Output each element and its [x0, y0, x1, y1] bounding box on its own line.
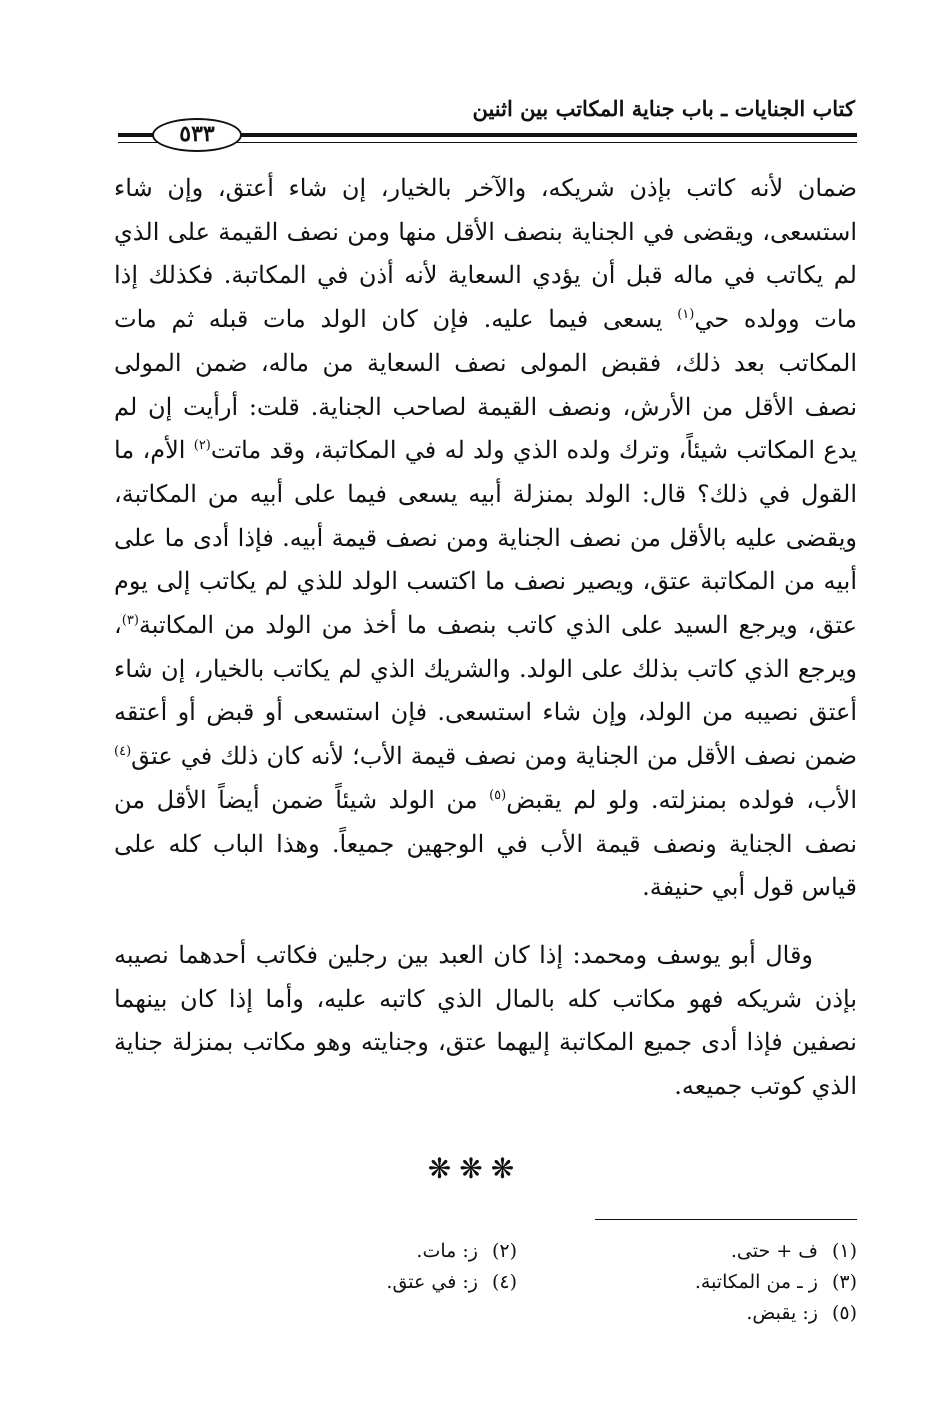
footnote-text: ز: مات.	[416, 1240, 478, 1262]
footnote-ref-1[interactable]: (١)	[677, 307, 695, 323]
footnote-separator	[595, 1219, 857, 1220]
text-run: ، ويرجع الذي كاتب بذلك على الولد. والشريك الذي لم يكاتب بالخيار، إن شاء أعتق نصيبه من الولد، وإن شاء استسعى. فإن استسعى أو قبض أو أعتقه ضمن نصف الأقل من الجناية ومن نصف قيمة الأب؛ لأنه كان ذلك في عتق	[114, 611, 857, 771]
footnote-number: (٣)	[831, 1271, 857, 1293]
footnote-4	[217, 1267, 517, 1298]
text-run: الأب، فولده بمنزلته. ولو لم يقبض	[506, 785, 857, 814]
text-run: الأم، ما القول في ذلك؟ قال: الولد بمنزلة أبيه يسعى فيما على أبيه من المكاتبة، ويقضى عليه بالأقل من نصف الجناية ومن نصف قيمة أبيه. فإذا أدى ما على أبيه من المكاتبة عتق، ويصير نصف ما اكتسب الولد للذي لم يكاتب إلى يوم عتق، ويرجع السيد على الذي كاتب بنصف ما أخذ من الولد من المكاتبة	[114, 436, 857, 640]
footnote-number: (٢)	[491, 1240, 517, 1262]
footnote-ref-3[interactable]: (٣)	[121, 613, 139, 629]
footnote-ref-2[interactable]: (٢)	[193, 438, 211, 454]
text-run: يسعى فيما عليه. فإن كان الولد مات قبله ثم مات المكاتب بعد ذلك، فقبض المولى نصف السعاية من ماله، ضمن المولى نصف الأقل من الأرش، ونصف القيمة لصاحب الجناية. قلت: أرأيت إن لم يدع المكاتب شيئاً، وترك ولده الذي ولد له في المكاتبة، وقد ماتت	[114, 305, 858, 465]
footnote-3	[557, 1267, 857, 1298]
text-run: من الولد شيئاً ضمن أيضاً الأقل من نصف الجناية ونصف قيمة الأب في الوجهين جميعاً. وهذا الباب كله على قياس قول أبي حنيفة.	[114, 785, 858, 902]
footnotes	[217, 1236, 857, 1329]
text-run: ضمان لأنه كاتب بإذن شريكه، والآخر بالخيار، إن شاء أعتق، وإن شاء استسعى، ويقضى في الجناية بنصف الأقل منها ومن نصف القيمة على الذي لم يكاتب في ماله قبل أن يؤدي السعاية لأنه أذن في المكاتبة. فكذلك إذا مات وولده حي	[114, 174, 857, 334]
section-ornament: ❋❋❋	[427, 1152, 523, 1185]
footnote-ref-4[interactable]: (٤)	[114, 744, 132, 760]
footnote-text: ف + حتى.	[730, 1240, 818, 1262]
footnote-1	[557, 1236, 857, 1267]
running-title: كتاب الجنايات ـ باب جناية المكاتب بين اثنين	[472, 96, 855, 121]
footnote-text: ز: يقبض.	[746, 1302, 818, 1324]
footnote-ref-5[interactable]: (٥)	[489, 787, 507, 803]
page-number: ٥٣٣	[152, 118, 242, 152]
footnote-5	[557, 1298, 857, 1329]
footnote-number: (٥)	[831, 1302, 857, 1324]
footnote-number: (٤)	[491, 1271, 517, 1293]
footnote-number: (١)	[831, 1240, 857, 1262]
footnote-text: ز ـ من المكاتبة.	[694, 1271, 818, 1293]
paragraph-1	[114, 167, 857, 910]
paragraph-2: وقال أبو يوسف ومحمد: إذا كان العبد بين رجلين فكاتب أحدهما نصيبه بإذن شريكه فهو مكاتب كله بالمال الذي كاتبه عليه، وأما إذا كان بينهما نصفين فإذا أدى جميع المكاتبة إليهما عتق، وجنايته وهو مكاتب بمنزلة جناية الذي كوتب جميعه.	[114, 941, 857, 1101]
footnote-text: ز: في عتق.	[386, 1271, 478, 1293]
footnote-2	[217, 1236, 517, 1267]
